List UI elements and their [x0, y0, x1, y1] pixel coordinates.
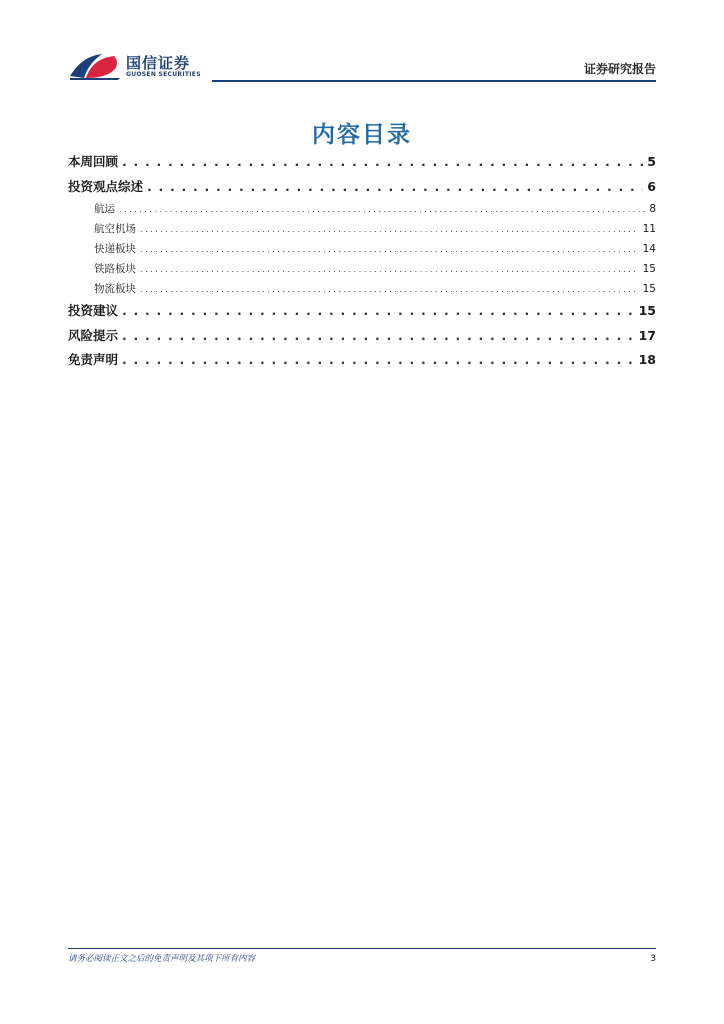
toc-entry-label: 免责声明 [68, 352, 119, 367]
toc-subentry[interactable] [68, 221, 656, 241]
toc-entry-page: 15 [642, 263, 656, 275]
footer-disclaimer: 请务必阅读正文之后的免责声明及其项下所有内容 [68, 954, 256, 964]
toc-entry[interactable] [68, 326, 656, 351]
guosen-logo [68, 50, 208, 84]
toc-entry[interactable] [68, 301, 656, 326]
brand-name-cn: 国信证券 [126, 54, 191, 72]
guosen-logo-mark-icon [68, 50, 124, 82]
page-header [0, 0, 724, 90]
toc-entry-page: 6 [647, 178, 656, 194]
toc-entry-label: 航空机场 [94, 223, 136, 235]
toc-entry[interactable] [68, 152, 656, 177]
report-type-label: 证券研究报告 [583, 62, 656, 76]
toc-entry-label: 快递板块 [94, 243, 136, 255]
toc-leader-dots [122, 352, 635, 367]
toc-entry-label: 航运 [94, 203, 115, 215]
toc-leader-dots [122, 154, 643, 169]
page-number: 3 [650, 954, 656, 964]
toc-entry-label: 投资建议 [68, 303, 119, 318]
toc-entry-label: 投资观点综述 [68, 178, 144, 194]
toc-entry-page: 18 [638, 352, 656, 367]
toc-entry-label: 物流板块 [94, 283, 136, 295]
toc-title: 内容目录 [312, 122, 412, 148]
toc-entry-label: 风险提示 [68, 327, 119, 343]
toc-entry[interactable] [68, 177, 656, 202]
toc-leader-dots [122, 328, 635, 343]
toc-entry-page: 11 [642, 223, 656, 235]
header-divider [212, 80, 656, 82]
toc-entry-page: 5 [647, 154, 656, 169]
table-of-contents [68, 152, 656, 375]
brand-name-en: GUOSEN SECURITIES [126, 71, 201, 78]
toc-leader-dots [122, 303, 635, 318]
footer-divider [68, 948, 656, 949]
toc-leader-dots [140, 285, 639, 294]
toc-entry-page: 15 [638, 303, 656, 318]
toc-subentry[interactable] [68, 261, 656, 281]
toc-leader-dots [140, 225, 639, 234]
toc-entry-page: 14 [642, 243, 656, 255]
toc-entry-page: 15 [642, 283, 656, 295]
toc-entry-label: 铁路板块 [94, 263, 136, 275]
toc-leader-dots [119, 205, 645, 214]
toc-entry-label: 本周回顾 [68, 154, 119, 169]
toc-leader-dots [147, 179, 643, 194]
toc-entry-page: 8 [649, 203, 656, 215]
toc-subentry[interactable] [68, 281, 656, 301]
toc-entry[interactable] [68, 350, 656, 375]
toc-subentry[interactable] [68, 201, 656, 221]
toc-leader-dots [140, 245, 639, 254]
toc-subentry[interactable] [68, 241, 656, 261]
toc-leader-dots [140, 265, 639, 274]
toc-entry-page: 17 [638, 327, 656, 343]
